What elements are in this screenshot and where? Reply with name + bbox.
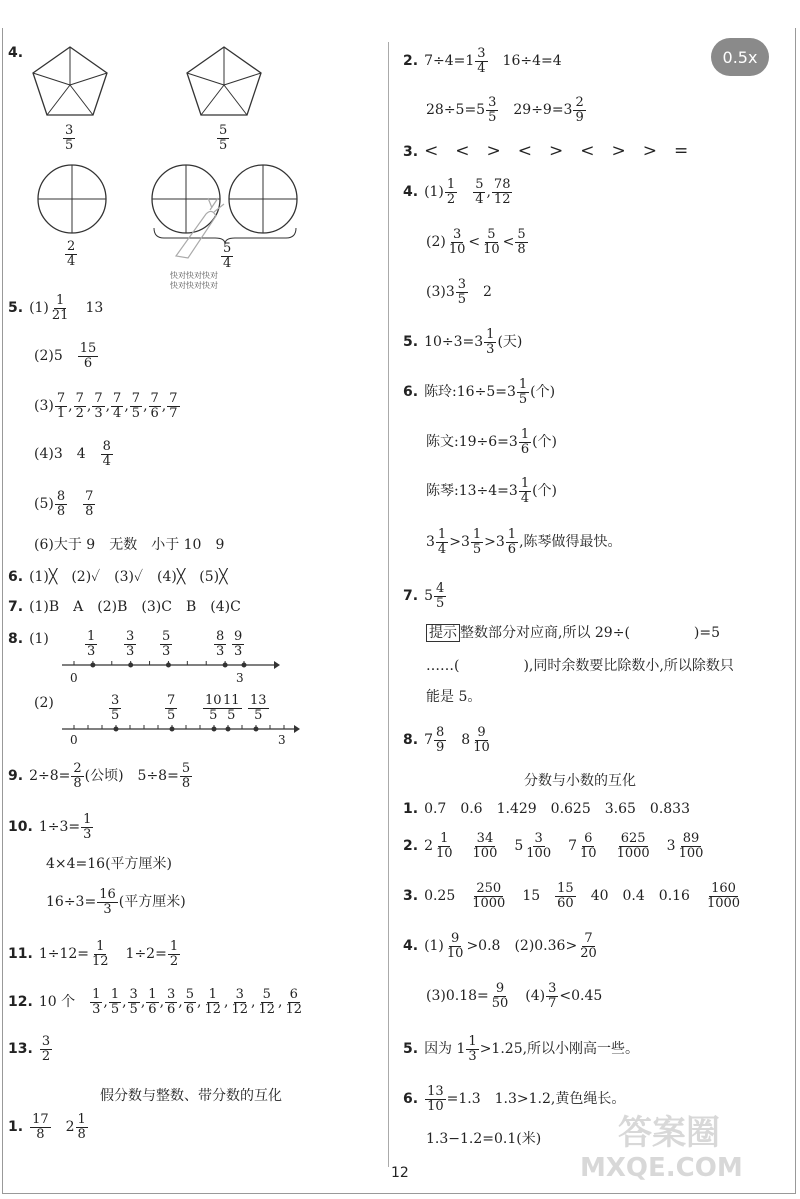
number-line-2-zero: 0 xyxy=(70,733,78,747)
r-q2-line2: 28÷5=5 $\frac{3}{5}$ 29÷9=3 $\frac{2}{9}$ xyxy=(426,95,584,125)
r-q2-line1: 2. 7÷4=1 $\frac{3}{4}$ 16÷4=4 xyxy=(403,46,562,76)
r-s5-answer: 5. 因为 1 $\frac{1}{3}$ >1.25,所以小刚高一些。 xyxy=(403,1034,640,1064)
q8-frac-1-3: $\frac{1}{3}$ xyxy=(87,629,96,659)
watermark-brand: 答案圈 xyxy=(618,1113,720,1153)
number-line-2 xyxy=(60,722,300,736)
q10-line3: 16÷3= $\frac{16}{3}$ (平方厘米) xyxy=(46,887,186,917)
stamp-caption: 快对快对快对 快对快对快对 xyxy=(170,271,218,290)
section2-q1: 1. $\frac{17}{8}$ 2 $\frac{1}{8}$ xyxy=(8,1112,86,1142)
r-q3-answers: 3. < < > < > < > > = xyxy=(403,141,689,161)
q10-line2: 4×4=16(平方厘米) xyxy=(46,856,173,872)
question-4-number: 4. xyxy=(8,45,24,61)
watermark-site: MXQE.COM xyxy=(580,1153,743,1183)
r-q6-line1: 6. 陈玲:16÷5=3 $\frac{1}{5}$ (个) xyxy=(403,377,556,407)
r-q7-hint-line2: ……( ),同时余数要比除数小,所以除数只 xyxy=(426,658,734,674)
column-divider xyxy=(388,42,389,1167)
q8-frac-11-5: $\frac{11}{5}$ xyxy=(223,693,240,723)
r-q4-part1: 4. (1) $\frac{1}{2}$ $\frac{5}{4}$ , $\frac{78}{12}$ xyxy=(403,177,511,207)
r-q7-answer: 7. 5 $\frac{4}{5}$ xyxy=(403,581,445,611)
number-line-1-zero: 0 xyxy=(70,671,78,685)
circle-1-fraction: $\frac{2}{4}$ xyxy=(67,239,76,269)
q5-part2: (2)5 $\frac{15}{6}$ xyxy=(34,341,97,371)
pentagon-2-fraction: $\frac{5}{5}$ xyxy=(219,123,228,153)
r-q4-part2: (2) $\frac{3}{10}$ < $\frac{5}{10}$ < $\frac{5}{8}$ xyxy=(426,227,526,257)
number-line-2-three: 3 xyxy=(278,733,286,747)
r-s2-answers: 2. 2 $\frac{1}{10}$ $\frac{34}{100}$ 5 $\frac{3}{100}$ 7 $\frac{6}{10}$ $\frac{625}{1000}$ 3 $\frac{89}{100}$ xyxy=(403,831,704,861)
r-s4-line2: (3)0.18= $\frac{9}{50}$ (4) $\frac{3}{7}$ <0.45 xyxy=(426,981,603,1011)
q8-part1-label: 8. (1) xyxy=(8,631,49,647)
r-q5-answer: 5. 10÷3=3 $\frac{1}{3}$ (天) xyxy=(403,327,523,357)
q11-answer: 11. 1÷12= $\frac{1}{12}$ 1÷2= $\frac{1}{2}$ xyxy=(8,939,179,969)
q5-part1: 5. (1) $\frac{1}{21}$ 13 xyxy=(8,293,104,323)
r-s6-line2: 1.3−1.2=0.1(米) xyxy=(426,1131,542,1147)
r-q6-line2: 陈文:19÷6=3 $\frac{1}{6}$ (个) xyxy=(426,427,558,457)
zoom-badge[interactable]: 0.5x xyxy=(711,38,769,76)
q5-part5: (5) $\frac{8}{8}$ $\frac{7}{8}$ xyxy=(34,489,94,519)
carrot-stamp-icon xyxy=(166,196,226,262)
r-q7-hint-line3: 能是 5。 xyxy=(426,689,482,705)
pentagon-figure-1 xyxy=(30,45,110,117)
section-title-improper-fractions: 假分数与整数、带分数的互化 xyxy=(100,1088,282,1104)
q9-answer: 9. 2÷8= $\frac{2}{8}$ (公顷) 5÷8= $\frac{5}{8}$ xyxy=(8,761,191,791)
q8-frac-10-5: $\frac{10}{5}$ xyxy=(205,693,222,723)
q8-part2-label: (2) xyxy=(34,695,54,711)
number-line-point xyxy=(114,727,118,731)
q8-frac-8-3: $\frac{8}{3}$ xyxy=(216,629,225,659)
r-q4-part3: (3)3 $\frac{3}{5}$ 2 xyxy=(426,277,492,307)
number-line-point xyxy=(129,663,133,667)
q8-frac-3-5: $\frac{3}{5}$ xyxy=(111,693,120,723)
circle-figure-1 xyxy=(36,163,108,235)
number-line-1-three: 3 xyxy=(236,671,244,685)
q12-answer: 12. 10 个 $\frac{1}{3}$ , $\frac{1}{5}$ , $\frac{3}{5}$ , $\frac{1}{6}$ , $\frac{3}{6}$ , $\frac{5}{6}$ , $\frac{1}{12}$ , $\frac{3}{12}$ , $\frac{5}{12}$ , $\frac{6}{12}$ xyxy=(8,987,303,1017)
number-line-point xyxy=(226,727,230,731)
number-line-point xyxy=(212,727,216,731)
hint-label: 提示 xyxy=(426,624,460,642)
pentagon-figure-2 xyxy=(184,45,264,117)
number-line-1 xyxy=(60,658,280,672)
q5-part6: (6)大于 9 无数 小于 10 9 xyxy=(34,537,225,553)
q7-answers: 7. (1)B A (2)B (3)C B (4)C xyxy=(8,599,241,615)
r-q6-line4: 3 $\frac{1}{4}$ >3 $\frac{1}{5}$ >3 $\frac{1}{6}$ ,陈琴做得最快。 xyxy=(426,527,622,557)
q10-line1: 10. 1÷3= $\frac{1}{3}$ xyxy=(8,812,92,842)
circle-figure-3 xyxy=(227,163,299,235)
section-title-fraction-decimal: 分数与小数的互化 xyxy=(524,773,636,789)
q8-frac-13-5: $\frac{13}{5}$ xyxy=(250,693,267,723)
r-q7-hint-line1: 提示 整数部分对应商,所以 29÷( )=5 xyxy=(426,626,720,640)
number-line-point xyxy=(242,663,246,667)
q8-frac-9-3: $\frac{9}{3}$ xyxy=(234,629,243,659)
r-s4-line1: 4. (1) $\frac{9}{10}$ >0.8 (2)0.36> $\frac{7}{20}$ xyxy=(403,931,597,961)
q5-part3: (3) $\frac{7}{1}$ , $\frac{7}{2}$ , $\frac{7}{3}$ , $\frac{7}{4}$ , $\frac{7}{5}$ , $\frac{7}{6}$ , $\frac{7}{7}$ xyxy=(34,391,178,421)
q8-frac-7-5: $\frac{7}{5}$ xyxy=(167,693,176,723)
r-q6-line3: 陈琴:13÷4=3 $\frac{1}{4}$ (个) xyxy=(426,476,558,506)
r-s3-answers: 3. 0.25 $\frac{250}{1000}$ 15 $\frac{15}{60}$ 40 0.4 0.16 $\frac{160}{1000}$ xyxy=(403,881,741,911)
number-line-point xyxy=(223,663,227,667)
number-line-point xyxy=(91,663,95,667)
q8-frac-3-3: $\frac{3}{3}$ xyxy=(126,629,135,659)
q5-part4: (4)3 4 $\frac{8}{4}$ xyxy=(34,439,111,469)
number-line-point xyxy=(170,727,174,731)
pentagon-1-fraction: $\frac{3}{5}$ xyxy=(65,123,74,153)
q8-frac-5-3: $\frac{5}{3}$ xyxy=(162,629,171,659)
q6-answers: 6. (1)╳ (2)✓ (3)✓ (4)╳ (5)╳ xyxy=(8,569,228,585)
r-s6-line1: 6. $\frac{13}{10}$ =1.3 1.3>1.2,黄色绳长。 xyxy=(403,1084,626,1114)
page-number: 12 xyxy=(391,1165,409,1181)
number-line-point xyxy=(254,727,258,731)
q13-answer: 13. $\frac{3}{2}$ xyxy=(8,1034,51,1064)
number-line-point xyxy=(166,663,170,667)
circle-2-fraction: $\frac{5}{4}$ xyxy=(223,241,232,271)
r-q8-answer: 8. 7 $\frac{8}{9}$ 8 $\frac{9}{10}$ xyxy=(403,725,490,755)
r-s1-answers: 1. 0.7 0.6 1.429 0.625 3.65 0.833 xyxy=(403,801,691,817)
